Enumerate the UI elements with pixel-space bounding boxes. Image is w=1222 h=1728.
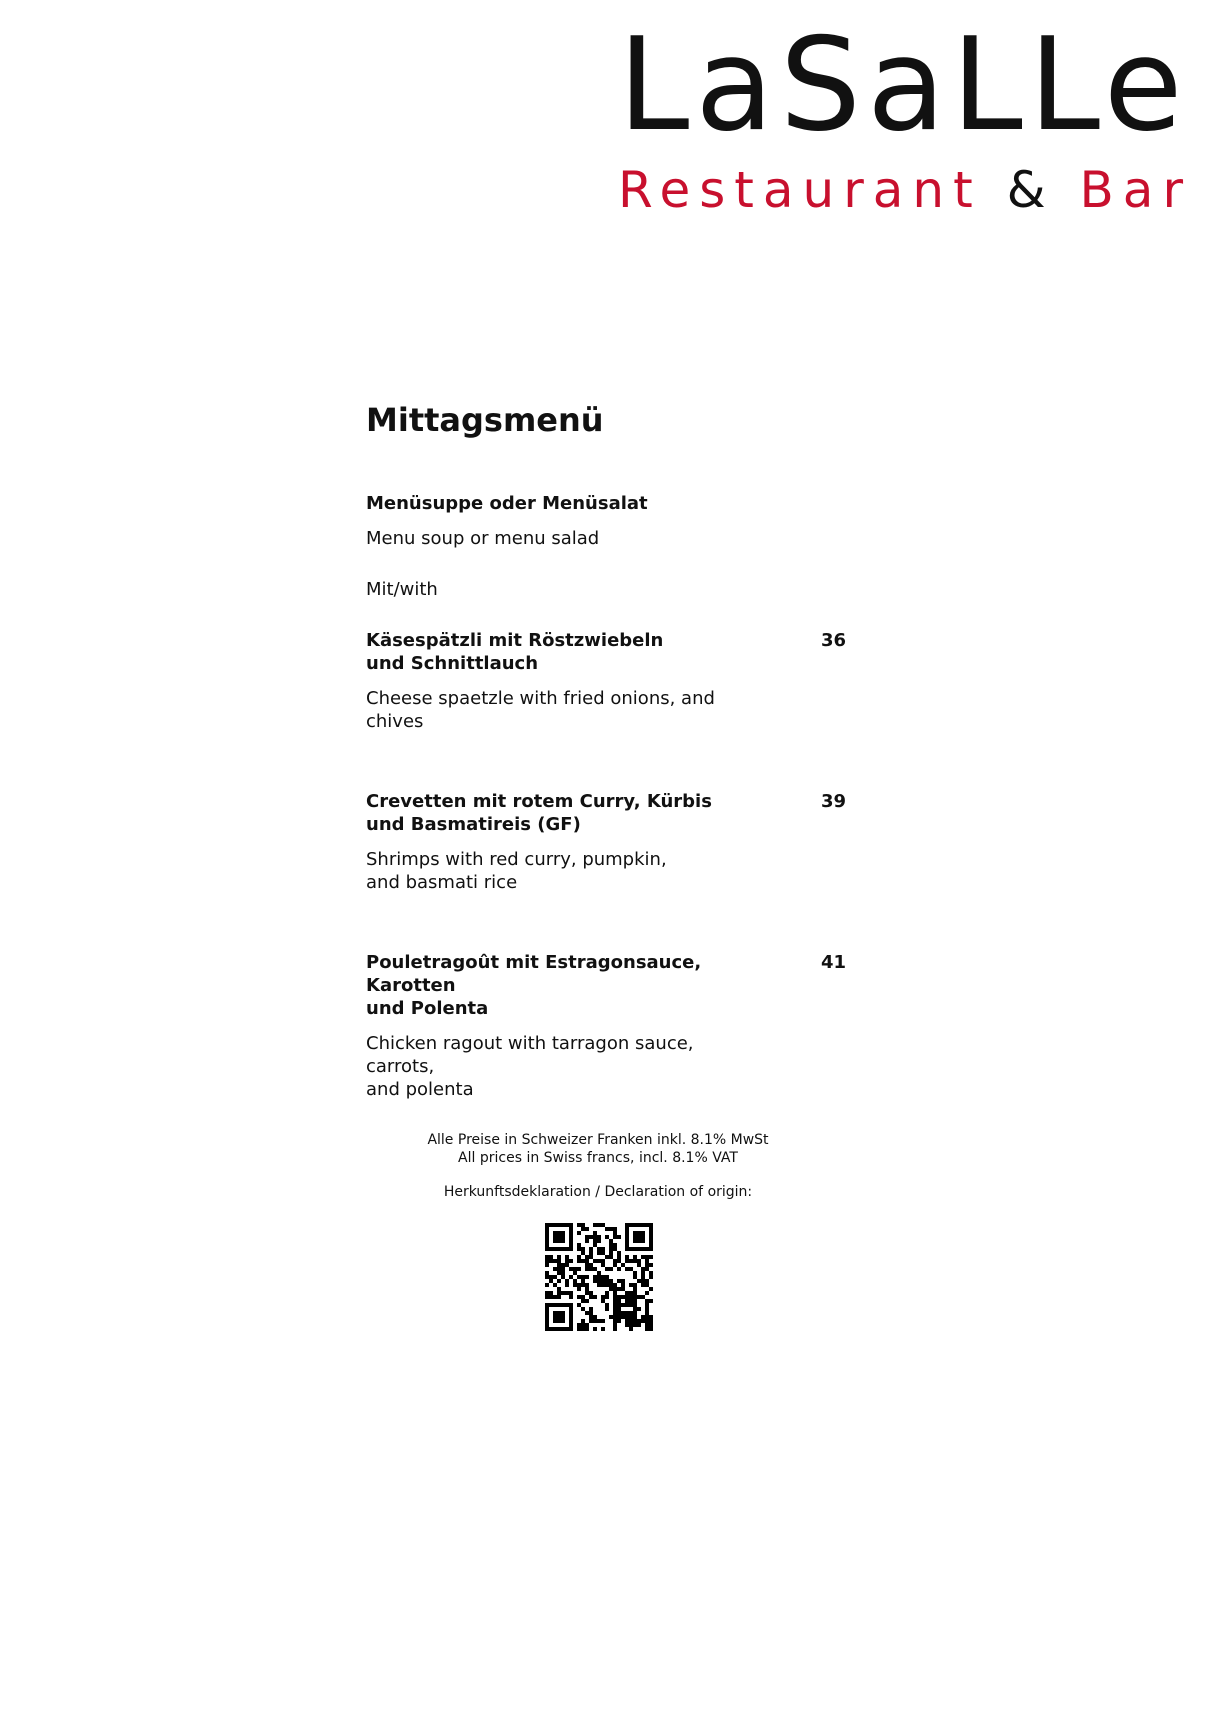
dish-price: 36: [820, 630, 846, 651]
dish-price: 41: [820, 952, 846, 973]
dish-list: [366, 629, 846, 1101]
page-title: Mittagsmenü: [366, 401, 604, 439]
dish-title: [366, 790, 766, 836]
qr-code-icon[interactable]: [545, 1223, 653, 1331]
dish-description: [366, 1032, 766, 1101]
dish-item: [366, 629, 846, 733]
price-note-german: Alle Preise in Schweizer Franken inkl. 8.1% MwSt: [427, 1132, 769, 1148]
dish-item: [366, 790, 846, 894]
with-text: Mit/with: [366, 579, 438, 600]
price-footer: [0, 1131, 1196, 1201]
dish-title-line: und Polenta: [366, 998, 489, 1019]
dish-description-line: and polenta: [366, 1079, 474, 1100]
logo-tagline-restaurant: Restaurant: [617, 161, 982, 219]
dish-title-line: und Schnittlauch: [366, 653, 539, 674]
intro-title: Menüsuppe oder Menüsalat: [366, 493, 648, 514]
dish-description-line: Cheese spaetzle with fried onions, and chives: [366, 688, 715, 732]
dish-description: [366, 687, 766, 733]
logo-tagline-bar: Bar: [1079, 161, 1192, 219]
dish-title-line: Crevetten mit rotem Curry, Kürbis: [366, 791, 712, 812]
dish-title: [366, 629, 766, 675]
dish-description: [366, 848, 766, 894]
intro-subtitle: Menu soup or menu salad: [366, 528, 600, 549]
dish-description-line: Shrimps with red curry, pumpkin,: [366, 849, 667, 870]
dish-price: 39: [820, 791, 846, 812]
price-note-english: All prices in Swiss francs, incl. 8.1% VAT: [458, 1150, 738, 1166]
dish-title-line: Pouletragoût mit Estragonsauce, Karotten: [366, 952, 702, 996]
menu-intro: [366, 492, 846, 601]
logo-tagline: [618, 162, 1192, 218]
restaurant-logo: [617, 11, 1192, 219]
dish-description-line: Chicken ragout with tarragon sauce, carrots,: [366, 1033, 694, 1077]
dish-title-line: und Basmatireis (GF): [366, 814, 581, 835]
menu-content: [366, 400, 846, 1158]
logo-tagline-ampersand: &: [1006, 161, 1055, 219]
logo-wordmark: LaSaLLe: [617, 11, 1189, 160]
origin-declaration-label: Herkunftsdeklaration / Declaration of origin:: [443, 1184, 753, 1200]
dish-title-line: Käsespätzli mit Röstzwiebeln: [366, 630, 664, 651]
dish-title: [366, 951, 766, 1020]
dish-description-line: and basmati rice: [366, 872, 518, 893]
dish-item: [366, 951, 846, 1101]
